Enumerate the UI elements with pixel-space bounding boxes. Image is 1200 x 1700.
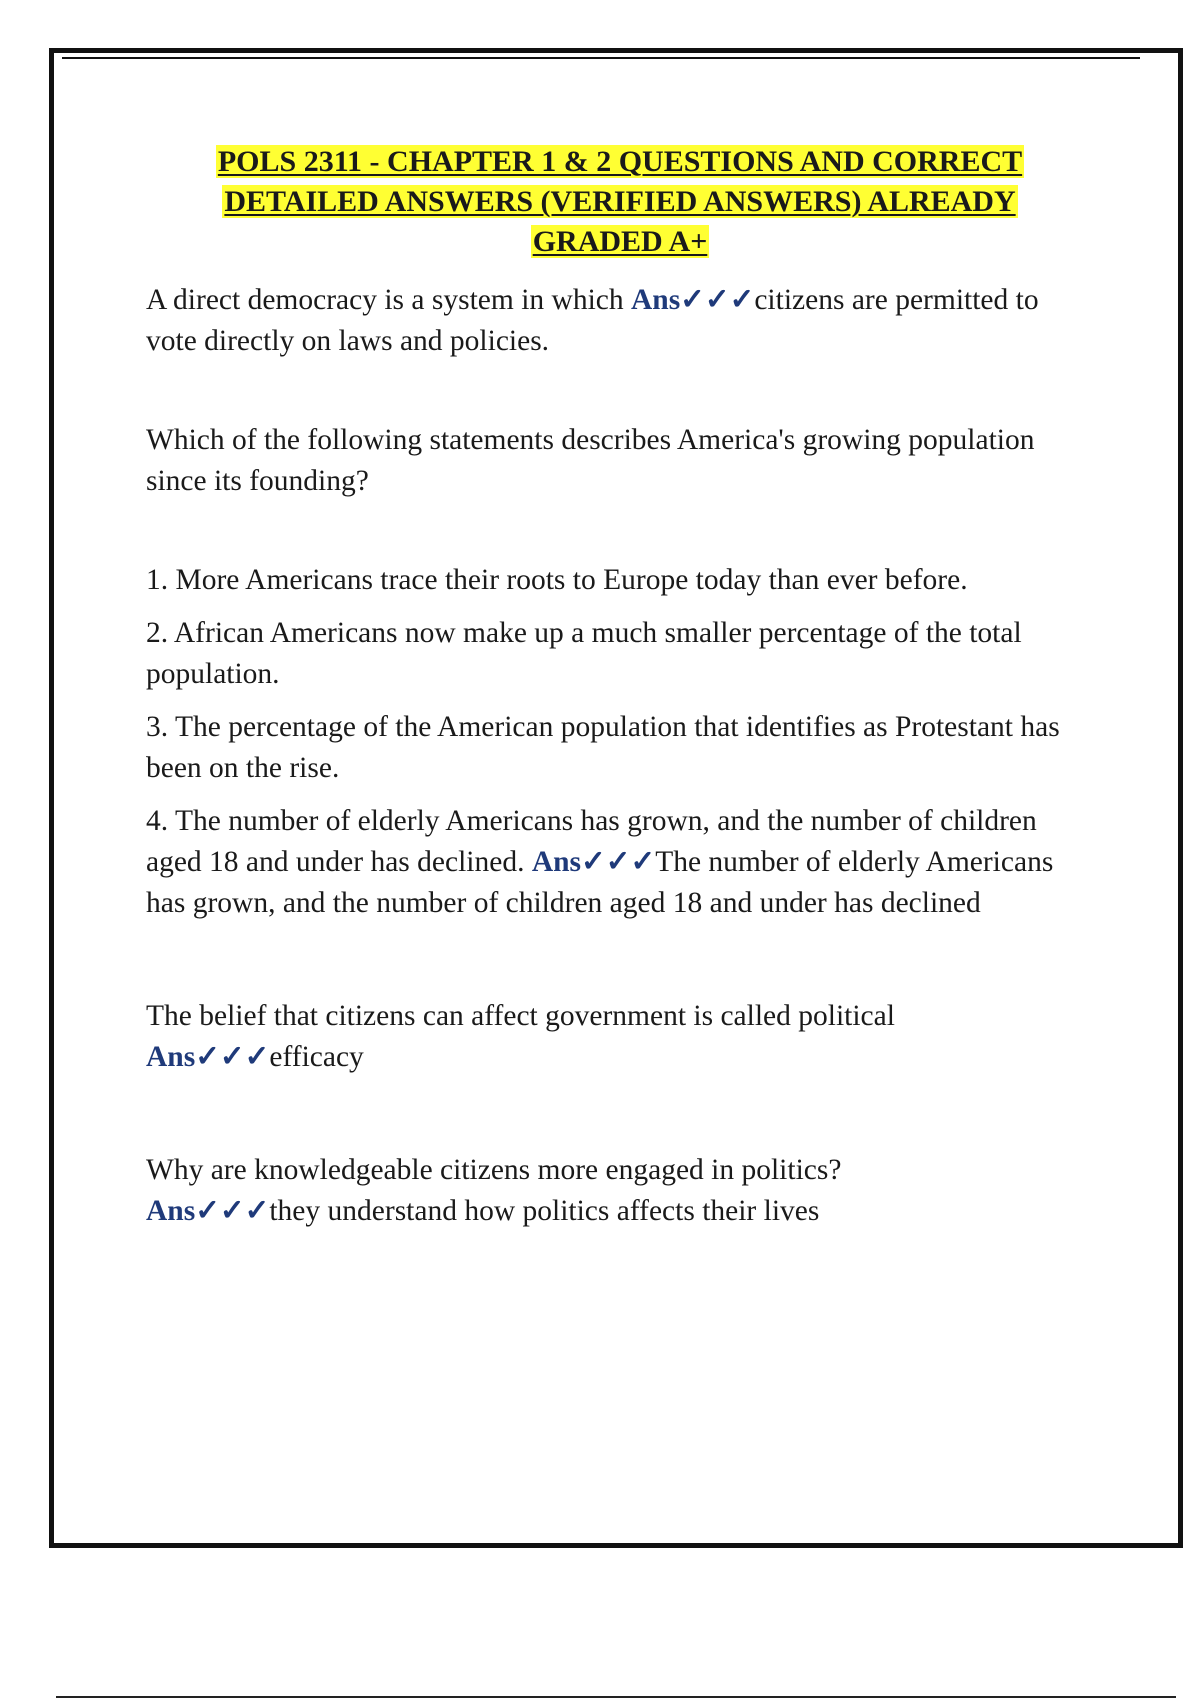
bottom-rule (56, 1696, 1176, 1698)
question-3 (146, 996, 1096, 1078)
question-1-text: A direct democracy is a system in which (146, 284, 631, 316)
document-title (140, 142, 1100, 262)
title-line-1: POLS 2311 - CHAPTER 1 & 2 QUESTIONS AND CORRECT (217, 145, 1023, 178)
answer-4-text: they understand how politics affects their lives (269, 1195, 820, 1227)
title-line-2: DETAILED ANSWERS (VERIFIED ANSWERS) ALREADY (224, 185, 1016, 218)
question-4 (146, 1150, 1096, 1232)
option-3: 3. The percentage of the American population that identifies as Protestant has been on the rise. (146, 711, 1060, 784)
question-1 (146, 280, 1096, 362)
option-4-text: 4. The number of elderly Americans has grown, and the number of children aged 18 and under has declined. (146, 805, 1037, 878)
answer-2-text: The number of elderly Americans has grown, and the number of children aged 18 and under has declined (146, 846, 1054, 919)
answer-marker: Ans✓✓✓ (531, 846, 656, 878)
answer-marker: Ans✓✓✓ (146, 1041, 270, 1073)
title-line-3: GRADED A+ (532, 225, 708, 258)
answer-1-text: citizens are permitted to vote directly on laws and policies. (146, 284, 1039, 357)
answer-marker: Ans✓✓✓ (146, 1195, 270, 1227)
question-4-text: Why are knowledgeable citizens more engaged in politics? (146, 1154, 842, 1186)
answer-marker: Ans✓✓✓ (630, 284, 755, 316)
option-1: 1. More Americans trace their roots to Europe today than ever before. (146, 564, 968, 596)
option-4 (146, 801, 1096, 924)
qa-content (146, 280, 1096, 1232)
top-rule (62, 57, 1140, 59)
option-2: 2. African Americans now make up a much smaller percentage of the total population. (146, 617, 1022, 690)
question-2: Which of the following statements describes America's growing population since its founding? (146, 424, 1035, 497)
question-3-text: The belief that citizens can affect government is called political (146, 1000, 895, 1032)
answer-3-text: efficacy (269, 1041, 364, 1073)
